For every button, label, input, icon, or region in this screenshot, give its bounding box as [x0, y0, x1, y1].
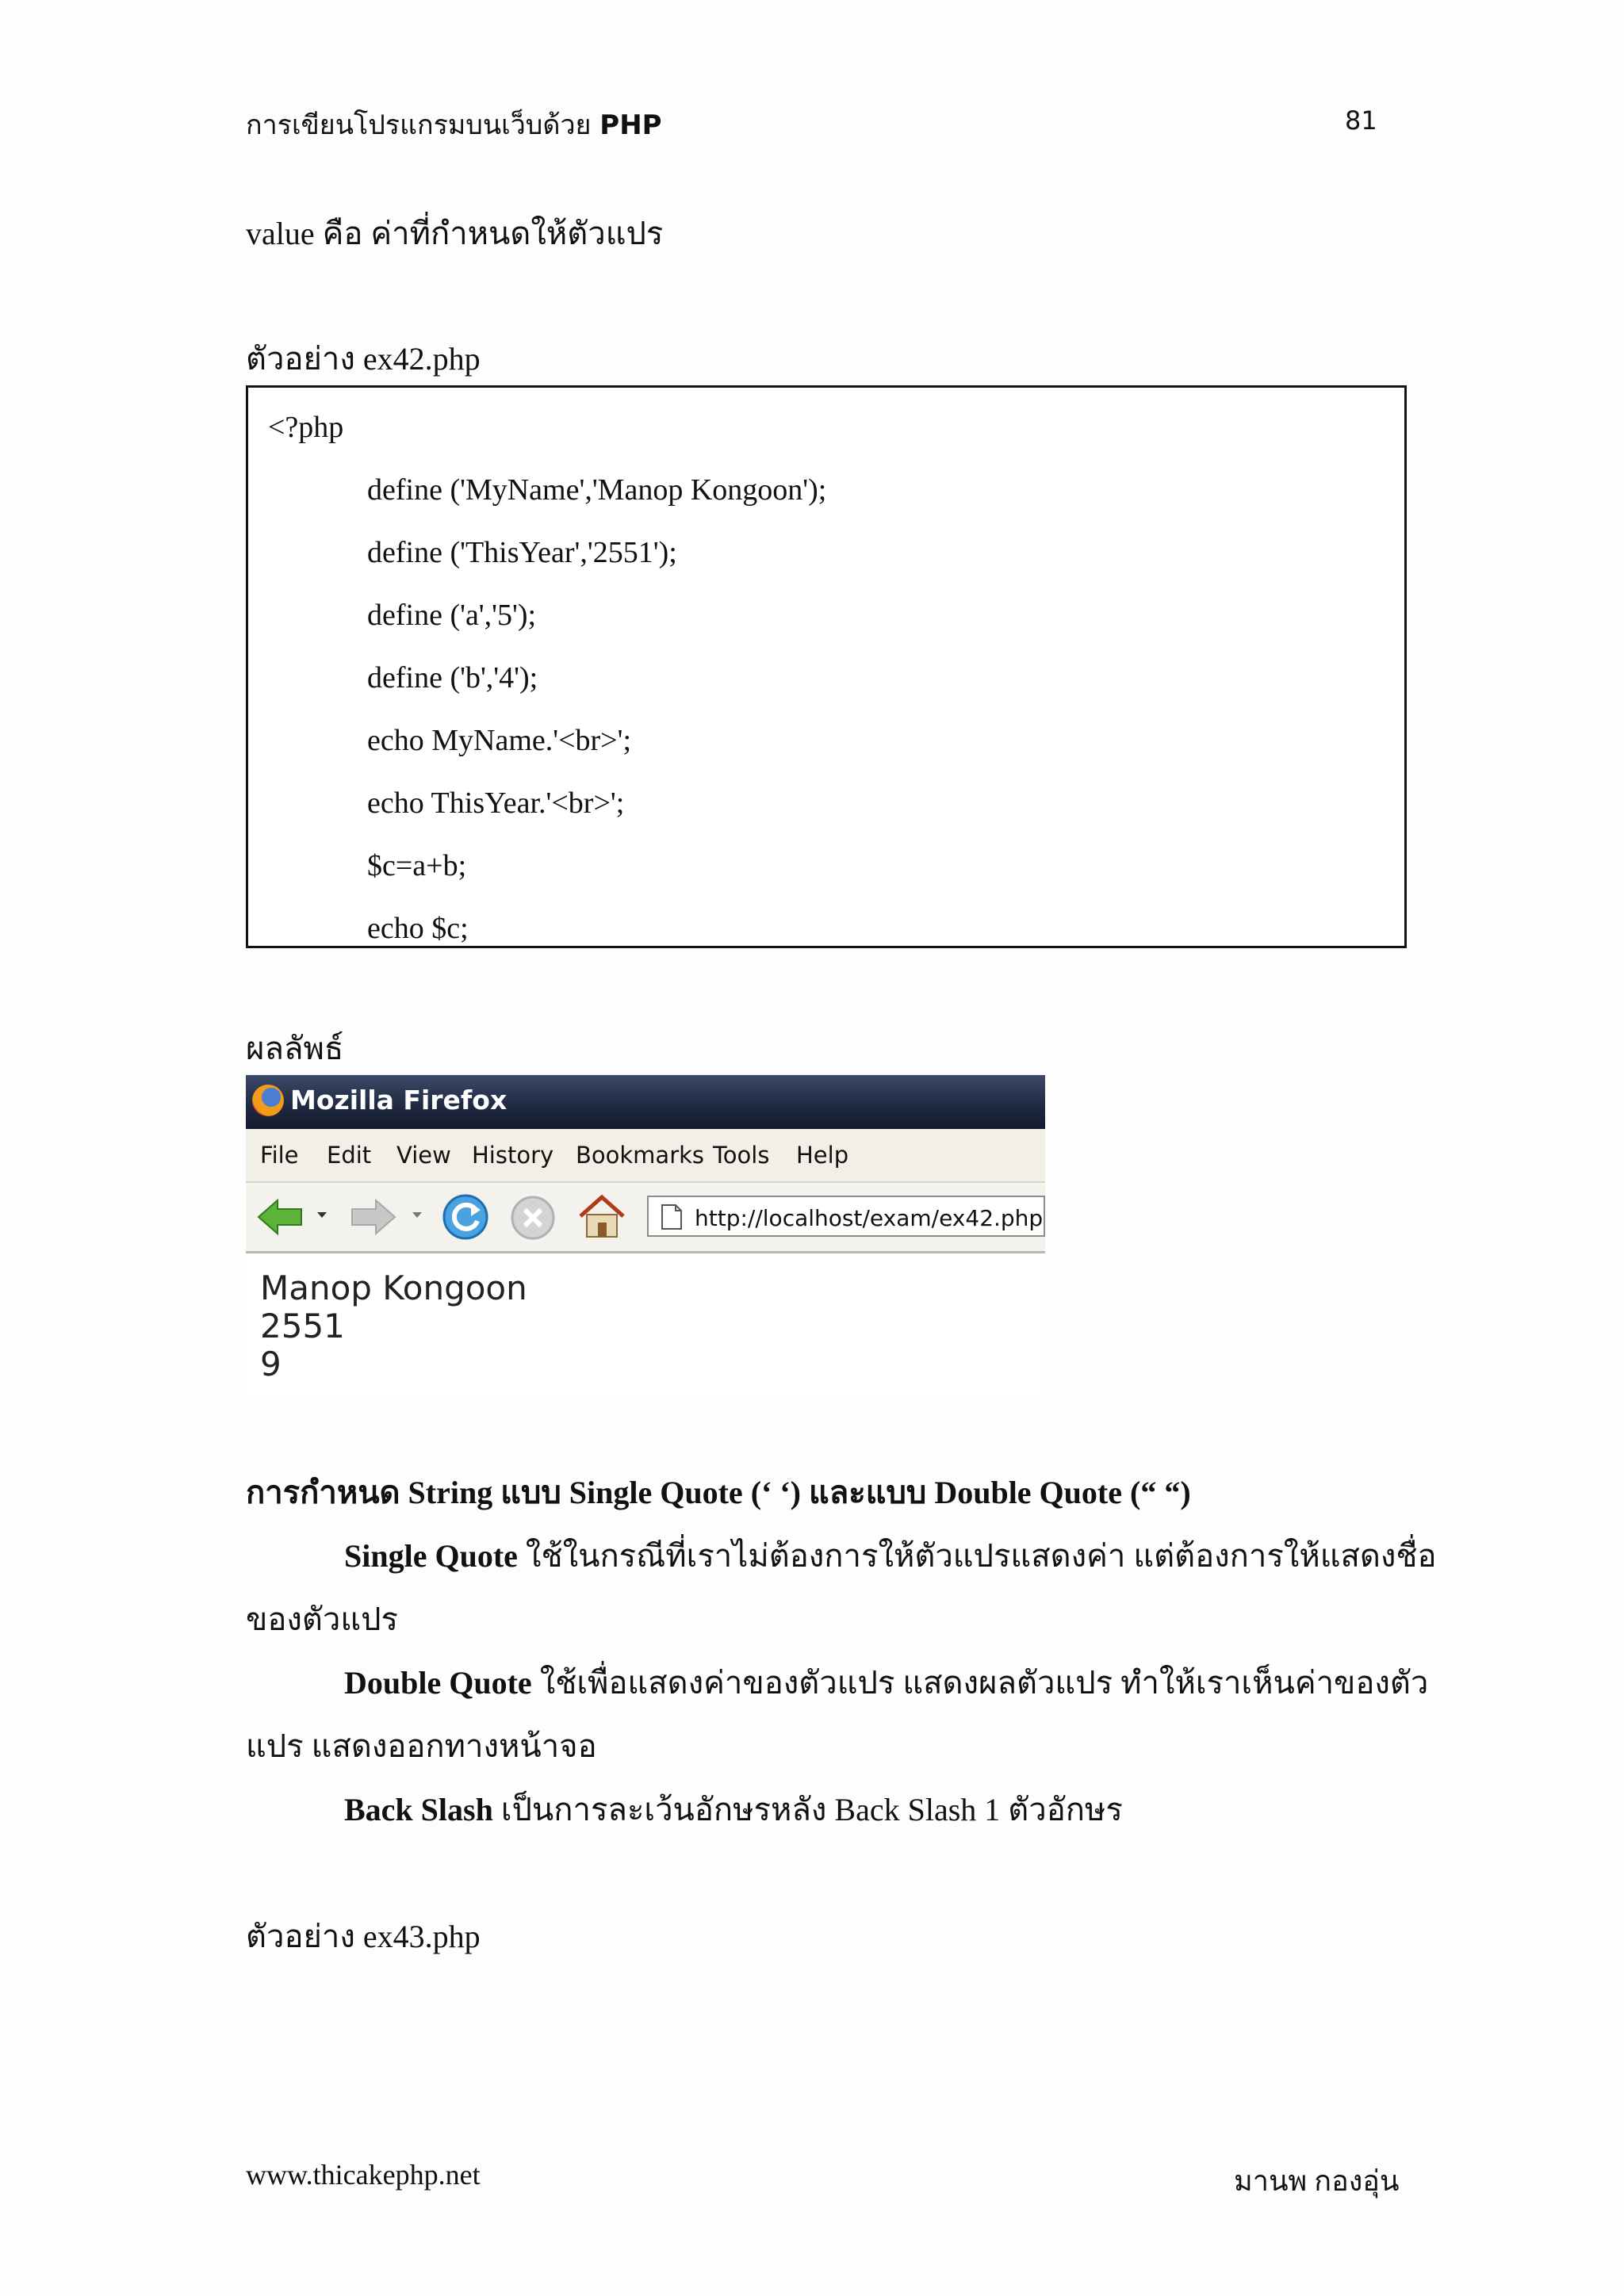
code-line: define ('ThisYear','2551');	[367, 536, 677, 569]
code-line: echo $c;	[367, 912, 469, 945]
code-line: define ('a','5');	[367, 599, 537, 632]
double-quote-text: ใช้เพื่อแสดงค่าของตัวแปร แสดงผลตัวแปร ทำให้เราเห็นค่าของตัว	[531, 1665, 1429, 1701]
menu-bookmarks[interactable]: Bookmarks	[576, 1142, 705, 1169]
backslash-text: เป็นการละเว้นอักษรหลัง Back Slash 1 ตัวอักษร	[492, 1792, 1123, 1827]
browser-toolbar	[246, 1183, 1045, 1253]
footer-author: มานพ กองอุ่น	[1234, 2165, 1400, 2197]
output-line: Manop Kongoon	[260, 1269, 527, 1307]
menu-help[interactable]: Help	[796, 1142, 849, 1169]
code-line: define ('MyName','Manop Kongoon');	[367, 473, 827, 507]
heading-prefix: การกำหนด	[246, 1475, 408, 1510]
code-line: echo ThisYear.'<br>';	[367, 786, 625, 820]
heading-string: String	[408, 1475, 493, 1510]
footer-website: www.thicakephp.net	[246, 2159, 481, 2191]
double-quote-paragraph	[344, 1657, 1428, 1708]
back-dropdown-icon[interactable]	[316, 1208, 328, 1221]
browser-screenshot	[246, 1075, 1045, 1395]
header-title-thai: การเขียนโปรแกรมบนเว็บด้วย	[246, 109, 600, 141]
forward-dropdown-icon[interactable]	[411, 1208, 423, 1221]
reload-icon[interactable]	[441, 1192, 490, 1242]
code-line: define ('b','4');	[367, 661, 538, 695]
result-label: ผลลัพธ์	[246, 1031, 344, 1066]
heading-single-quote: Single Quote (‘ ‘)	[569, 1475, 801, 1510]
code-line: $c=a+b;	[367, 849, 467, 882]
firefox-logo-icon	[252, 1085, 284, 1116]
heading-mid: แบบ	[492, 1475, 569, 1510]
menu-view[interactable]: View	[396, 1142, 451, 1169]
single-quote-text: ใช้ในกรณีที่เราไม่ต้องการให้ตัวแปรแสดงค่า แต่ต้องการให้แสดงชื่อ	[517, 1538, 1437, 1574]
heading-mid2: และแบบ	[800, 1475, 935, 1510]
backslash-paragraph	[344, 1784, 1123, 1835]
browser-titlebar	[246, 1075, 1045, 1129]
header-title-php: PHP	[599, 109, 662, 141]
code-listing	[246, 385, 1407, 948]
example-label: ตัวอย่าง ex42.php	[246, 341, 481, 377]
menu-edit[interactable]: Edit	[327, 1142, 372, 1169]
single-quote-paragraph	[344, 1530, 1437, 1581]
page-number: 81	[1345, 105, 1377, 136]
double-quote-continuation: แปร แสดงออกทางหน้าจอ	[246, 1728, 597, 1764]
running-header	[246, 103, 662, 146]
single-quote-continuation: ของตัวแปร	[246, 1601, 398, 1637]
section-heading	[246, 1467, 1191, 1517]
example2-label: ตัวอย่าง ex43.php	[246, 1919, 481, 1954]
output-line: 9	[260, 1345, 282, 1383]
code-line: echo MyName.'<br>';	[367, 724, 632, 757]
page-icon	[660, 1203, 684, 1230]
browser-title: Mozilla Firefox	[290, 1085, 508, 1115]
backslash-term: Back Slash	[344, 1792, 493, 1827]
menu-tools[interactable]: Tools	[713, 1142, 770, 1169]
heading-double-quote: Double Quote (“ “)	[934, 1475, 1191, 1510]
output-line: 2551	[260, 1307, 345, 1345]
home-icon[interactable]	[577, 1192, 626, 1240]
url-text: http://localhost/exam/ex42.php	[695, 1205, 1044, 1231]
code-line: <?php	[268, 411, 344, 444]
address-bar[interactable]	[647, 1196, 1045, 1237]
single-quote-term: Single Quote	[344, 1538, 518, 1574]
back-arrow-icon[interactable]	[255, 1197, 308, 1237]
value-definition: value คือ ค่าที่กำหนดให้ตัวแปร	[246, 216, 664, 251]
forward-arrow-icon[interactable]	[346, 1197, 398, 1237]
double-quote-term: Double Quote	[344, 1665, 532, 1701]
menu-file[interactable]: File	[260, 1142, 299, 1169]
menu-history[interactable]: History	[472, 1142, 554, 1169]
browser-menubar	[246, 1129, 1045, 1183]
stop-icon[interactable]	[509, 1194, 557, 1242]
